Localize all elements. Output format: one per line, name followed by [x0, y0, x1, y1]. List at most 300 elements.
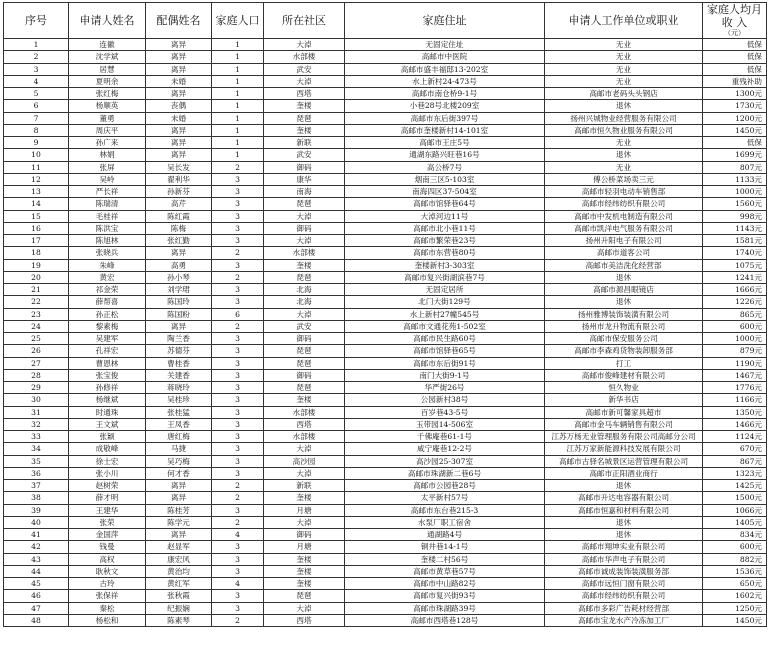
table-row [4, 51, 767, 63]
cell-income: 807元 [703, 161, 767, 173]
cell-income: 低保 [703, 39, 767, 51]
table-row [4, 406, 767, 418]
cell-household: 3 [212, 345, 264, 357]
table-row [4, 614, 767, 626]
cell-address: 高邮市珠湖新二巷6号 [345, 467, 545, 479]
cell-seq: 34 [4, 443, 69, 455]
cell-seq: 17 [4, 235, 69, 247]
cell-community: 琵琶 [264, 382, 345, 394]
cell-name: 吴岭 [69, 173, 146, 185]
table-row [4, 516, 767, 528]
cell-address: 水上新村27幢545号 [345, 308, 545, 320]
cell-seq: 18 [4, 247, 69, 259]
cell-work: 退休 [545, 100, 703, 112]
cell-community: 大淖 [264, 39, 345, 51]
cell-community: 琵琶 [264, 198, 345, 210]
cell-spouse: 王凤香 [146, 418, 212, 430]
cell-community: 奎楼 [264, 100, 345, 112]
cell-spouse: 未婚 [146, 75, 212, 87]
cell-name: 王建华 [69, 504, 146, 516]
table-row [4, 333, 767, 345]
cell-name: 曹恩林 [69, 357, 146, 369]
cell-name: 吴建军 [69, 333, 146, 345]
table-row [4, 88, 767, 100]
cell-address: 北门大街129号 [345, 296, 545, 308]
cell-name: 薛帮喜 [69, 296, 146, 308]
cell-address: 通湖路4号 [345, 529, 545, 541]
cell-seq: 38 [4, 492, 69, 504]
cell-address: 高邮市黄草巷57号 [345, 565, 545, 577]
cell-seq: 36 [4, 467, 69, 479]
cell-name: 陈洪宝 [69, 222, 146, 234]
cell-income: 1300元 [703, 88, 767, 100]
cell-address: 高邮市馆驿巷64号 [345, 198, 545, 210]
cell-spouse: 张红勤 [146, 235, 212, 247]
cell-household: 1 [212, 63, 264, 75]
cell-work: 高邮市凯洋电气服务有限公司 [545, 222, 703, 234]
cell-spouse: 陈国粉 [146, 308, 212, 320]
table-row [4, 186, 767, 198]
cell-seq: 39 [4, 504, 69, 516]
header-name: 申请人姓名 [69, 3, 146, 39]
cell-seq: 1 [4, 39, 69, 51]
cell-income: 1143元 [703, 222, 767, 234]
cell-income: 867元 [703, 455, 767, 467]
cell-community: 琵琶 [264, 357, 345, 369]
cell-community: 大淖 [264, 467, 345, 479]
cell-name: 祁金荣 [69, 284, 146, 296]
table-row [4, 296, 767, 308]
cell-work: 高邮市远恒门窗有限公司 [545, 578, 703, 590]
cell-work: 高邮市中发机电制造有限公司 [545, 210, 703, 222]
header-income [703, 3, 767, 39]
header-work: 申请人工作单位或职业 [545, 3, 703, 39]
cell-spouse: 纪振娴 [146, 602, 212, 614]
cell-spouse: 吴桂珍 [146, 394, 212, 406]
cell-work: 打工 [545, 357, 703, 369]
cell-community: 北海 [264, 296, 345, 308]
cell-spouse: 刘学珺 [146, 284, 212, 296]
cell-income: 1066元 [703, 504, 767, 516]
table-row [4, 124, 767, 136]
table-row [4, 382, 767, 394]
cell-address: 高邮市东台巷215-3 [345, 504, 545, 516]
cell-seq: 32 [4, 418, 69, 430]
cell-seq: 10 [4, 149, 69, 161]
cell-income: 1166元 [703, 394, 767, 406]
cell-community: 御码 [264, 222, 345, 234]
cell-community: 水部楼 [264, 406, 345, 418]
cell-household: 3 [212, 590, 264, 602]
cell-household: 3 [212, 186, 264, 198]
cell-household: 1 [212, 149, 264, 161]
cell-community: 大淖 [264, 235, 345, 247]
cell-work: 高邮市道客公司 [545, 247, 703, 259]
cell-address: 高邮市王庄5号 [345, 137, 545, 149]
cell-name: 居慧 [69, 63, 146, 75]
cell-income: 600元 [703, 320, 767, 332]
cell-household: 3 [212, 235, 264, 247]
cell-work: 高邮市经纬纺织有限公司 [545, 198, 703, 210]
cell-household: 2 [212, 480, 264, 492]
cell-address: 通湖东路兴旺巷16号 [345, 149, 545, 161]
cell-address: 千佛庵巷61-1号 [345, 431, 545, 443]
cell-community: 御码 [264, 333, 345, 345]
cell-spouse: 孙小琴 [146, 271, 212, 283]
cell-income: 1000元 [703, 333, 767, 345]
cell-address: 百岁巷43-5号 [345, 406, 545, 418]
cell-address: 高邮市民生路60号 [345, 333, 545, 345]
cell-community: 西塔 [264, 614, 345, 626]
cell-name: 钱曼 [69, 541, 146, 553]
cell-work: 高邮市正阳酒业商行 [545, 467, 703, 479]
cell-work: 高邮市翔坤实业有限公司 [545, 541, 703, 553]
cell-name: 严长祥 [69, 186, 146, 198]
cell-community: 御码 [264, 161, 345, 173]
header-income-unit: （元） [724, 29, 745, 37]
cell-seq: 24 [4, 320, 69, 332]
table-row [4, 198, 767, 210]
cell-address: 无固定住址 [345, 39, 545, 51]
cell-seq: 47 [4, 602, 69, 614]
cell-work: 高邮市华声电子有限公司 [545, 553, 703, 565]
cell-name: 黄宏 [69, 271, 146, 283]
cell-spouse: 赵显军 [146, 541, 212, 553]
cell-seq: 48 [4, 614, 69, 626]
cell-work: 高邮市新可馨家具超市 [545, 406, 703, 418]
cell-seq: 42 [4, 541, 69, 553]
header-income-label: 家庭人均月 收 入 [707, 3, 762, 29]
cell-seq: 37 [4, 480, 69, 492]
cell-spouse: 陈素琴 [146, 614, 212, 626]
cell-household: 3 [212, 198, 264, 210]
cell-community: 大淖 [264, 602, 345, 614]
cell-address: 无固定居所 [345, 284, 545, 296]
cell-income: 882元 [703, 553, 767, 565]
cell-spouse: 未婚 [146, 112, 212, 124]
cell-income: 1740元 [703, 247, 767, 259]
cell-community: 琵琶 [264, 112, 345, 124]
cell-spouse: 吴巧梅 [146, 455, 212, 467]
table-row [4, 149, 767, 161]
cell-name: 成敬峰 [69, 443, 146, 455]
cell-seq: 12 [4, 173, 69, 185]
cell-work: 无业 [545, 161, 703, 173]
cell-community: 西塔 [264, 88, 345, 100]
cell-address: 高邮市奎楼新村14-101室 [345, 124, 545, 136]
cell-seq: 45 [4, 578, 69, 590]
cell-name: 孔祥宏 [69, 345, 146, 357]
cell-income: 1190元 [703, 357, 767, 369]
cell-household: 2 [212, 492, 264, 504]
table-row [4, 553, 767, 565]
cell-spouse: 离异 [146, 124, 212, 136]
cell-seq: 29 [4, 382, 69, 394]
cell-income: 1666元 [703, 284, 767, 296]
cell-community: 水部楼 [264, 247, 345, 259]
cell-spouse: 何才香 [146, 467, 212, 479]
cell-address: 高邮市复兴街湖滨巷7号 [345, 271, 545, 283]
cell-work: 高邮市宝龙水产冷冻加工厂 [545, 614, 703, 626]
cell-spouse: 高芹 [146, 198, 212, 210]
cell-household: 3 [212, 259, 264, 271]
cell-work: 扬州升阳电子有限公司 [545, 235, 703, 247]
cell-income: 1250元 [703, 602, 767, 614]
cell-community: 奎楼 [264, 259, 345, 271]
cell-community: 水部楼 [264, 431, 345, 443]
cell-spouse: 离异 [146, 39, 212, 51]
table-row [4, 259, 767, 271]
cell-work: 退休 [545, 516, 703, 528]
cell-income: 834元 [703, 529, 767, 541]
cell-work: 退休 [545, 149, 703, 161]
cell-name: 杨顺英 [69, 100, 146, 112]
cell-seq: 7 [4, 112, 69, 124]
cell-household: 3 [212, 357, 264, 369]
cell-seq: 20 [4, 271, 69, 283]
cell-address: 高邮市中医院 [345, 51, 545, 63]
cell-name: 林娟 [69, 149, 146, 161]
cell-seq: 26 [4, 345, 69, 357]
cell-spouse: 离异 [146, 63, 212, 75]
cell-spouse: 陈学元 [146, 516, 212, 528]
cell-income: 低保 [703, 51, 767, 63]
cell-community: 奎楼 [264, 124, 345, 136]
cell-name: 周庆平 [69, 124, 146, 136]
cell-household: 3 [212, 173, 264, 185]
table-row [4, 39, 767, 51]
cell-household: 3 [212, 369, 264, 381]
cell-household: 3 [212, 382, 264, 394]
table-row [4, 480, 767, 492]
cell-community: 大淖 [264, 443, 345, 455]
cell-work: 无业 [545, 51, 703, 63]
cell-work: 恒久物业 [545, 382, 703, 394]
cell-community: 大淖 [264, 210, 345, 222]
table-row [4, 602, 767, 614]
cell-name: 孙修祥 [69, 382, 146, 394]
cell-name: 杨松和 [69, 614, 146, 626]
cell-address: 高邮市繁荣巷23号 [345, 235, 545, 247]
cell-seq: 2 [4, 51, 69, 63]
cell-income: 1730元 [703, 100, 767, 112]
table-row [4, 284, 767, 296]
cell-work: 扬州雅博装饰装潢有限公司 [545, 308, 703, 320]
cell-name: 董勇 [69, 112, 146, 124]
cell-name: 孙正松 [69, 308, 146, 320]
cell-spouse: 离异 [146, 247, 212, 259]
cell-community: 琵琶 [264, 271, 345, 283]
cell-spouse: 黄红军 [146, 578, 212, 590]
cell-community: 新联 [264, 480, 345, 492]
cell-community: 新联 [264, 137, 345, 149]
cell-spouse: 高勇 [146, 259, 212, 271]
cell-income: 879元 [703, 345, 767, 357]
cell-income: 1226元 [703, 296, 767, 308]
cell-address: 高邮市珠湖路39号 [345, 602, 545, 614]
cell-seq: 25 [4, 333, 69, 345]
cell-household: 3 [212, 553, 264, 565]
cell-household: 3 [212, 394, 264, 406]
table-row [4, 529, 767, 541]
cell-seq: 46 [4, 590, 69, 602]
cell-name: 连徽 [69, 39, 146, 51]
cell-spouse: 丧偶 [146, 100, 212, 112]
cell-work: 傅公桥菜场卖三元 [545, 173, 703, 185]
cell-community: 御码 [264, 529, 345, 541]
cell-seq: 41 [4, 529, 69, 541]
table-row [4, 504, 767, 516]
cell-spouse: 吴长发 [146, 161, 212, 173]
table-row [4, 467, 767, 479]
table-row [4, 320, 767, 332]
header-address: 家庭住址 [345, 3, 545, 39]
cell-name: 张宝俊 [69, 369, 146, 381]
cell-name: 张红梅 [69, 88, 146, 100]
cell-work: 扬州兴城物业经营服务有限公司 [545, 112, 703, 124]
cell-address: 高邮市中山路82号 [345, 578, 545, 590]
table-row [4, 418, 767, 430]
cell-address: 太平新村57号 [345, 492, 545, 504]
header-row [4, 3, 767, 39]
cell-work: 无业 [545, 63, 703, 75]
cell-income: 1466元 [703, 418, 767, 430]
cell-name: 朱峰 [69, 259, 146, 271]
cell-spouse: 张秋霞 [146, 590, 212, 602]
table-row [4, 357, 767, 369]
cell-name: 陈旭林 [69, 235, 146, 247]
cell-address: 玉带园14-506室 [345, 418, 545, 430]
cell-spouse: 翟利华 [146, 173, 212, 185]
cell-household: 2 [212, 161, 264, 173]
cell-work: 无业 [545, 137, 703, 149]
table-row [4, 369, 767, 381]
cell-address: 大淖河边11号 [345, 210, 545, 222]
cell-work: 高邮市老码头头钢店 [545, 88, 703, 100]
cell-household: 4 [212, 529, 264, 541]
cell-seq: 16 [4, 222, 69, 234]
cell-income: 1124元 [703, 431, 767, 443]
cell-spouse: 离异 [146, 137, 212, 149]
cell-name: 杨继斌 [69, 394, 146, 406]
cell-spouse: 唐红梅 [146, 431, 212, 443]
cell-spouse: 黄治均 [146, 565, 212, 577]
cell-name: 耿秋文 [69, 565, 146, 577]
cell-income: 1467元 [703, 369, 767, 381]
table-row [4, 222, 767, 234]
cell-name: 夏明余 [69, 75, 146, 87]
cell-address: 高邮市北小巷11号 [345, 222, 545, 234]
table-row [4, 565, 767, 577]
cell-name: 张晓兵 [69, 247, 146, 259]
cell-community: 御码 [264, 369, 345, 381]
table-row [4, 75, 767, 87]
cell-address: 高邮市盛丰福邸13-202室 [345, 63, 545, 75]
cell-household: 2 [212, 271, 264, 283]
cell-name: 沈学斌 [69, 51, 146, 63]
cell-name: 张荣 [69, 516, 146, 528]
cell-spouse: 陈桂芳 [146, 504, 212, 516]
cell-household: 3 [212, 443, 264, 455]
cell-spouse: 张桂猛 [146, 406, 212, 418]
cell-address: 小巷28号北楼209室 [345, 100, 545, 112]
table-row [4, 137, 767, 149]
cell-household: 3 [212, 602, 264, 614]
header-household: 家庭人口 [212, 3, 264, 39]
table-row [4, 63, 767, 75]
cell-income: 1133元 [703, 173, 767, 185]
cell-community: 西塔 [264, 418, 345, 430]
cell-address: 华严街26号 [345, 382, 545, 394]
cell-address: 烟南三区5-103室 [345, 173, 545, 185]
cell-spouse: 关建香 [146, 369, 212, 381]
cell-seq: 11 [4, 161, 69, 173]
table-row [4, 308, 767, 320]
cell-household: 4 [212, 578, 264, 590]
cell-name: 秦松 [69, 602, 146, 614]
cell-community: 奎楼 [264, 565, 345, 577]
cell-work: 高邮市恒嘉和材料有限公司 [545, 504, 703, 516]
cell-name: 张保祥 [69, 590, 146, 602]
cell-name: 黎素梅 [69, 320, 146, 332]
cell-income: 600元 [703, 541, 767, 553]
cell-household: 1 [212, 124, 264, 136]
cell-household: 3 [212, 222, 264, 234]
cell-work: 退休 [545, 529, 703, 541]
cell-household: 3 [212, 504, 264, 516]
table-row [4, 431, 767, 443]
cell-household: 3 [212, 467, 264, 479]
table-row [4, 161, 767, 173]
cell-income: 998元 [703, 210, 767, 222]
cell-community: 南海 [264, 186, 345, 198]
cell-name: 孙广来 [69, 137, 146, 149]
table-row [4, 271, 767, 283]
cell-spouse: 曹桂香 [146, 357, 212, 369]
cell-work: 高邮市古驿名城景区运营管理有限公司 [545, 455, 703, 467]
cell-community: 大淖 [264, 516, 345, 528]
cell-seq: 8 [4, 124, 69, 136]
cell-seq: 43 [4, 553, 69, 565]
table-row [4, 578, 767, 590]
cell-seq: 31 [4, 406, 69, 418]
header-spouse: 配偶姓名 [146, 3, 212, 39]
cell-address: 高邮市东后街397号 [345, 112, 545, 124]
cell-income: 1350元 [703, 406, 767, 418]
cell-seq: 6 [4, 100, 69, 112]
table-row [4, 210, 767, 222]
cell-household: 1 [212, 51, 264, 63]
cell-seq: 13 [4, 186, 69, 198]
cell-address: 铜井巷14-1号 [345, 541, 545, 553]
cell-household: 1 [212, 75, 264, 87]
cell-name: 陈瑞清 [69, 198, 146, 210]
cell-seq: 35 [4, 455, 69, 467]
cell-household: 1 [212, 112, 264, 124]
cell-address: 公园新村38号 [345, 394, 545, 406]
cell-work: 高邮市经纬纺织有限公司 [545, 590, 703, 602]
cell-spouse: 康宏风 [146, 553, 212, 565]
cell-community: 北海 [264, 284, 345, 296]
cell-spouse: 离异 [146, 149, 212, 161]
cell-household: 1 [212, 39, 264, 51]
cell-household: 3 [212, 333, 264, 345]
cell-income: 865元 [703, 308, 767, 320]
cell-name: 古玲 [69, 578, 146, 590]
cell-name: 张小川 [69, 467, 146, 479]
cell-work: 退休 [545, 480, 703, 492]
cell-household: 6 [212, 308, 264, 320]
